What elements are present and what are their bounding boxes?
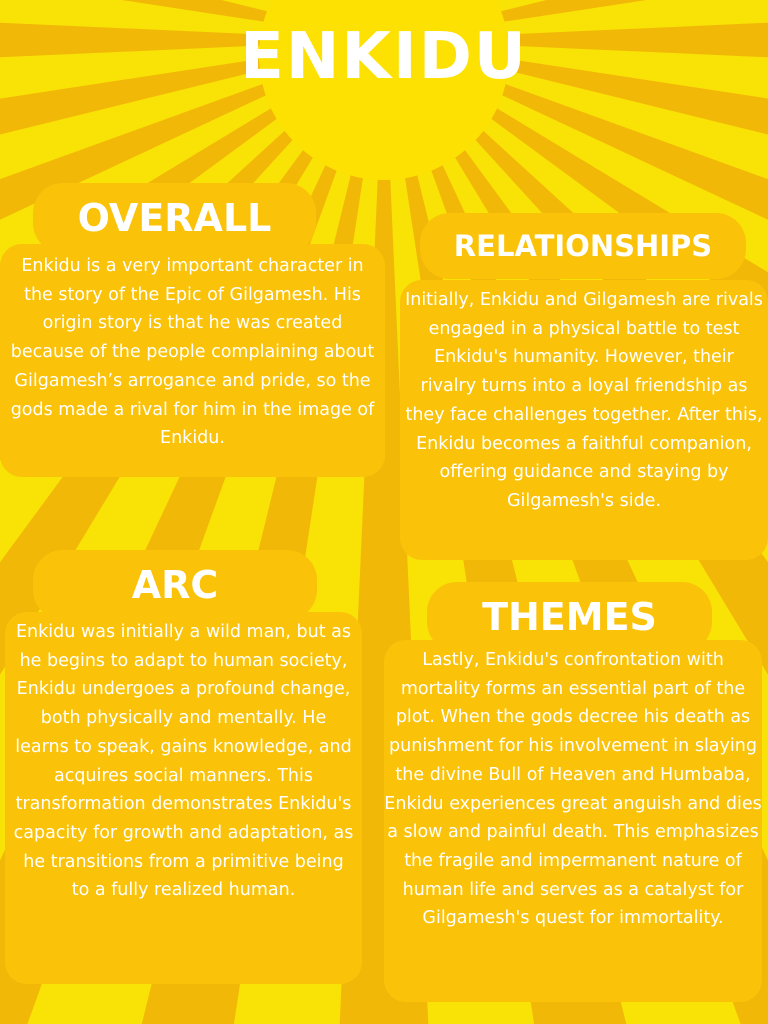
overall-heading-pill bbox=[33, 183, 316, 253]
arc-heading-pill bbox=[33, 550, 317, 620]
themes-body: Lastly, Enkidu's confrontation with mortality forms an essential part of the plot. When the gods decree his death as punishment for his involvement in slaying the divine Bull of Heaven and Humbaba, Enkidu experiences great anguish and dies a slow and painful death. This emphasizes the fragile and impermanent nature of human life and serves as a catalyst for Gilgamesh's quest for immortality. bbox=[384, 650, 762, 929]
relationships-body: Initially, Enkidu and Gilgamesh are rivals engaged in a physical battle to test Enkidu's humanity. However, their rivalry turns into a loyal friendship as they face challenges together. After this, Enkidu becomes a faithful companion, offering guidance and staying by Gilgamesh's side. bbox=[405, 290, 763, 511]
overall-heading: OVERALL bbox=[77, 196, 272, 240]
page-title: ENKIDU bbox=[240, 20, 528, 94]
arc-heading: ARC bbox=[131, 563, 219, 607]
themes-heading: THEMES bbox=[482, 595, 657, 639]
themes-panel bbox=[384, 640, 762, 1002]
relationships-heading: RELATIONSHIPS bbox=[453, 229, 713, 263]
relationships-panel bbox=[400, 280, 768, 560]
arc-panel bbox=[5, 612, 362, 984]
relationships-heading-pill bbox=[420, 213, 746, 279]
overall-panel bbox=[0, 244, 385, 477]
overall-body: Enkidu is a very important character in the story of the Epic of Gilgamesh. His origin story is that he was created because of the people complaining about Gilgamesh’s arrogance and pride, so the gods made a rival for him in the image of Enkidu. bbox=[10, 256, 375, 449]
arc-body: Enkidu was initially a wild man, but as he begins to adapt to human society, Enkidu undergoes a profound change, both physically and mentally. He learns to speak, gains knowledge, and acquires social manners. This transformation demonstrates Enkidu's capacity for growth and adaptation, as he transitions from a primitive being to a fully realized human. bbox=[13, 622, 354, 901]
